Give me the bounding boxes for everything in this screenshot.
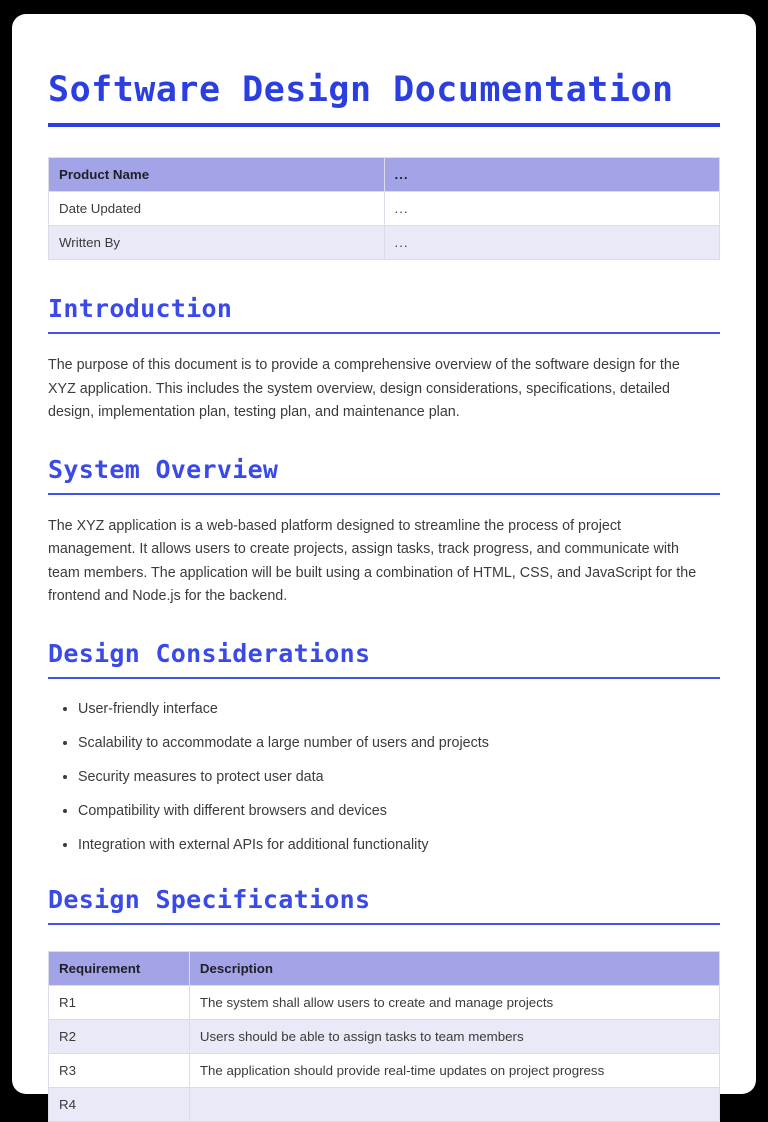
document-page [12,14,756,1112]
table-row [49,158,720,192]
section-design-considerations [48,639,720,855]
section-divider [48,677,720,679]
list-item: User-friendly interface [48,699,720,719]
section-introduction [48,294,720,425]
section-paragraph-introduction: The purpose of this document is to provide a comprehensive overview of the software design for the XYZ application. This includes the system overview, design considerations, specifications, detailed design, implementation plan, testing plan, and maintenance plan. [48,357,680,421]
metadata-label: Date Updated [49,192,385,226]
requirement-description: The system shall allow users to create and manage projects [189,985,719,1019]
list-item: Security measures to protect user data [48,767,720,787]
requirement-description: The application should provide real-time updates on project progress [189,1053,719,1087]
section-heading-design-specifications: Design Specifications [48,884,371,914]
design-considerations-list [48,699,720,855]
section-divider [48,332,720,334]
section-heading-introduction: Introduction [48,294,233,324]
table-row [49,985,720,1019]
table-row [49,192,720,226]
section-divider [48,923,720,925]
metadata-value: ... [384,226,720,260]
requirement-description: Users should be able to assign tasks to team members [189,1019,719,1053]
table-header-row [49,951,720,985]
title-divider [48,123,720,127]
table-row [49,1087,720,1121]
requirement-id: R3 [49,1053,190,1087]
requirement-id: R2 [49,1019,190,1053]
requirement-id: R1 [49,985,190,1019]
page-title: Software Design Documentation [48,70,674,110]
requirement-id: R4 [49,1087,190,1121]
column-header-description: Description [189,951,719,985]
table-row [49,226,720,260]
metadata-value: ... [384,158,720,192]
section-heading-design-considerations: Design Considerations [48,638,371,668]
section-system-overview [48,455,720,609]
list-item: Scalability to accommodate a large number of users and projects [48,733,720,753]
section-divider [48,493,720,495]
column-header-requirement: Requirement [49,951,190,985]
document-metadata-table [48,157,720,260]
metadata-value: ... [384,192,720,226]
section-heading-system-overview: System Overview [48,454,279,484]
section-paragraph-system-overview: The XYZ application is a web-based platform designed to streamline the process of project management. It allows users to create projects, assign tasks, track progress, and communicate with team members. The application will be built using a combination of HTML, CSS, and JavaScript for the frontend and Node.js for the backend. [48,517,697,605]
table-row [49,1019,720,1053]
design-specifications-table [48,951,720,1122]
requirement-description [189,1087,719,1121]
table-row [49,1053,720,1087]
list-item: Compatibility with different browsers and devices [48,801,720,821]
list-item: Integration with external APIs for additional functionality [48,835,720,855]
section-design-specifications [48,885,720,1122]
metadata-label: Written By [49,226,385,260]
metadata-label: Product Name [49,158,385,192]
